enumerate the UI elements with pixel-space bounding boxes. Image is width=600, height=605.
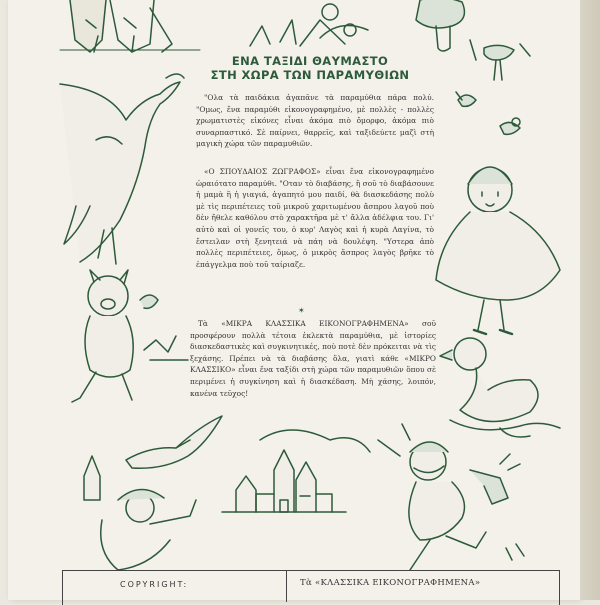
boy-illustration <box>378 424 524 570</box>
intro-paragraph <box>196 92 434 150</box>
duck-illustration <box>440 338 560 437</box>
intro-text: "Ολα τὰ παιδάκια ἀγαπᾶνε τὰ παραμύθια πάρα πολύ. "Ομως, ἕνα παραμύθι εἰκονογραφημένο, μὲ πολλὲς - πολλὲς χρωματιστὲς εἰκόνες εἶναι ἀκόμα πιὸ ὄμορφο, ἀκόμα πιὸ συναρπαστικό. Σὲ παίρνει, θαρρεῖς, καὶ ταξιδεύετε μαζὶ στὴ μαγικὴ χώρα τῶν παραμυθιῶν. <box>196 93 434 149</box>
flowers-illustration <box>250 4 368 46</box>
children-illustration <box>60 0 200 52</box>
pig-illustration <box>72 270 188 402</box>
title-line-1: ΕΝΑ ΤΑΞΙΔΙ ΘΑΥΜΑΣΤΟ <box>231 54 389 68</box>
mushroom-illustration <box>416 0 530 80</box>
castle-illustration <box>222 430 370 512</box>
title-line-2: ΣΤΗ ΧΩΡΑ ΤΩΝ ΠΑΡΑΜΥΘΙΩΝ <box>210 68 410 82</box>
traveller-illustration <box>84 456 196 570</box>
footer-divider <box>286 570 287 602</box>
goose-illustration <box>60 74 184 264</box>
series-paragraph <box>190 318 436 399</box>
article-title <box>190 54 430 82</box>
story-paragraph <box>196 166 434 270</box>
series-name-label: Τὰ «ΚΛΑΣΣΙΚΑ ΕΙΚΟΝΟΓΡΑΦΗΜΕΝΑ» <box>300 578 481 588</box>
copyright-label: COPYRIGHT: <box>120 580 189 589</box>
series-text: Τὰ «ΜΙΚΡΑ ΚΛΑΣΣΙΚΑ ΕΙΚΟΝΟΓΡΑΦΗΜΕΝΑ» σοῦ προσφέρουν πολλὰ τέτοια ἐκλεκτὰ παραμύθια, μὲ ἱστορίες διασκεδαστικὲς καὶ συγκινητικές, ποὺ ποτὲ δὲν πρόκειται νὰ τὶς ξεχάσης. Πρέπει νὰ τὰ διαβάσης ὅλα, γιατὶ κάθε «ΜΙΚΡΟ ΚΛΑΣΣΙΚΟ» εἶναι ἕνα ταξίδι στὴ χώρα τῶν παραμυθιῶν ὅπου σὲ περιμένει ἡ συγκίνηση καὶ ἡ διασκέδαση. Μὴ χάσης, λοιπόν, κανένα τεῦχος! <box>190 319 436 398</box>
separator-star: ✶ <box>298 306 305 315</box>
flying-bird-illustration <box>126 416 222 468</box>
girl-illustration <box>436 167 560 334</box>
story-text: «Ο ΣΠΟΥΔΑΙΟΣ ΖΩΓΡΑΦΟΣ» εἶναι ἕνα εἰκονογραφημένο ὡραιότατο παραμύθι. "Οταν τὸ διαβάσης, ἢ σοῦ τὸ διαβάσουνε ἡ μαμὰ ἢ ἡ γιαγιά, ἀγαπητό μου παιδί, θὰ διασκεδάσης πολὺ μὲ τὶς περιπέτειες τοῦ μικροῦ χαριτωμένου ἄσπρου λαγοῦ ποὺ δὲν ἤθελε καθόλου στὸ χαρακτῆρα μὲ τ' ἄλλα ἀδέλφια του. Γι' αὐτὸ καὶ οἱ γονεῖς του, ὁ κυρ' Λαγὸς καὶ ἡ κυρὰ Λαγίνα, τὸ ἔστειλαν στὴ ξενητειά νὰ πάη νὰ δουλέψη. "Υστερα ἀπὸ πολλὲς περιπέτειες, ὅμως, ὁ μικρὸς ἄσπρος λαγὸς βρῆκε τὸ ἐπάγγελμα ποὺ τοῦ ταίριαζε. <box>196 167 434 269</box>
small-birds-illustration <box>456 92 520 134</box>
